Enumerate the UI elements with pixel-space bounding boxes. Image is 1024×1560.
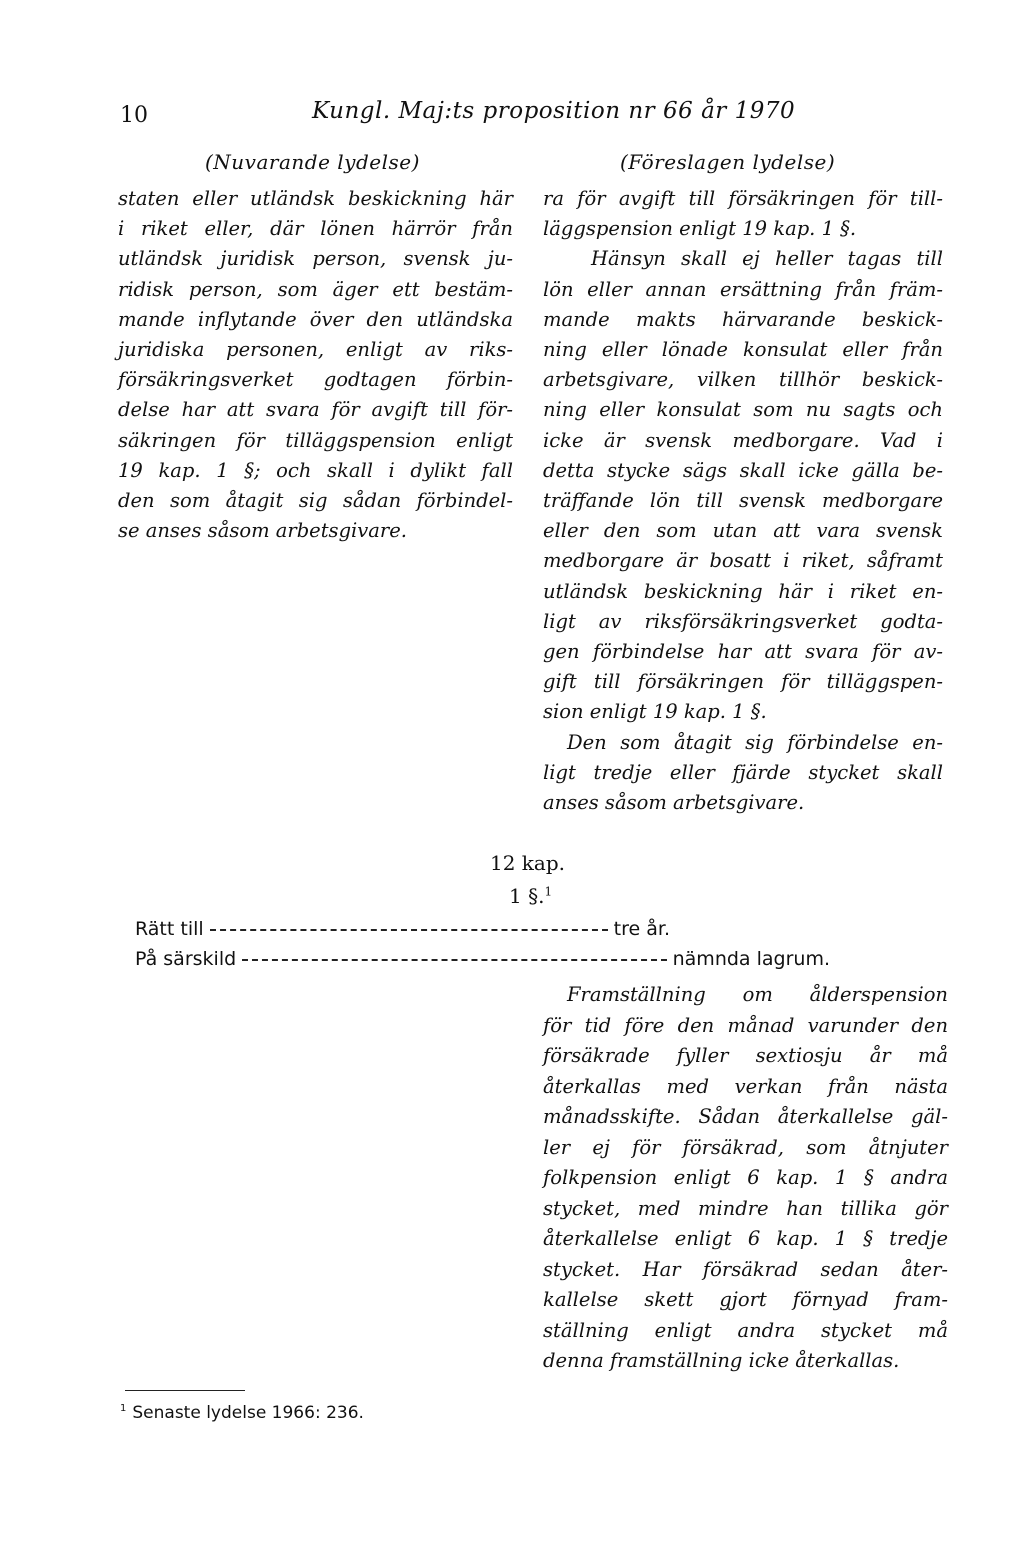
proposed-wording-column (543, 184, 943, 818)
running-title: Kungl. Maj:ts proposition nr 66 år 1970 (312, 98, 796, 124)
text-line: återkallelse enligt 6 kap. 1 § tredje (543, 1227, 948, 1250)
elision-end-text: nämnda lagrum. (672, 948, 830, 970)
text-line: kallelse skett gjort förnyad fram- (543, 1288, 948, 1311)
text-line: delse har att svara för avgift till för- (118, 398, 513, 422)
text-line: i riket eller, där lönen härrör från (118, 217, 513, 241)
text-line: den som åtagit sig sådan förbindel- (118, 489, 513, 513)
elision-start-text: På särskild (135, 948, 237, 970)
text-line: denna framställning icke återkallas. (543, 1349, 900, 1372)
current-wording-heading: (Nuvarande lydelse) (205, 150, 420, 174)
elision-end-text: tre år. (613, 918, 670, 940)
text-line: gen förbindelse har att svara för av- (543, 640, 943, 664)
text-line: stycket, med mindre han tillika gör (543, 1196, 948, 1220)
text-line: 19 kap. 1 §; och skall i dylikt fall (118, 458, 513, 482)
text-line: lön eller annan ersättning från främ- (543, 277, 943, 301)
text-line: ställning enligt andra stycket må (543, 1318, 948, 1342)
footnote-reference: 1 (544, 884, 553, 899)
text-line: månadsskifte. Sådan återkallelse gäl- (543, 1105, 948, 1128)
text-line: ra för avgift till försäkringen för till- (543, 187, 943, 210)
text-line: icke är svensk medborgare. Vad i (543, 428, 943, 452)
elision-dashes (242, 959, 666, 961)
text-line: anses såsom arbetsgivare. (543, 791, 805, 815)
elision-start-text: Rätt till (135, 918, 204, 940)
text-line: försäkrade fyller sextiosju år må (543, 1044, 948, 1067)
page-number: 10 (120, 103, 148, 128)
text-line: stycket. Har försäkrad sedan åter- (543, 1257, 948, 1281)
text-line: mande makts härvarande beskick- (543, 307, 943, 331)
chapter-heading: 12 kap. (490, 851, 566, 875)
text-line: ning eller lönade konsulat eller från (543, 338, 943, 362)
text-line: utländsk juridisk person, svensk ju- (118, 247, 513, 271)
text-line: juridiska personen, enligt av riks- (118, 338, 513, 362)
text-line: se anses såsom arbetsgivare. (118, 519, 407, 543)
text-line: eller den som utan att vara svensk (543, 519, 943, 543)
text-line: mande inflytande över den utländska (118, 307, 513, 331)
current-wording-column (118, 184, 513, 546)
text-line: ligt tredje eller fjärde stycket skall (543, 760, 943, 784)
text-line: utländsk beskickning här i riket en- (543, 579, 943, 603)
text-line: Framställning om ålderspension (567, 983, 948, 1006)
elision-dashes (210, 929, 608, 931)
footnote (120, 1403, 364, 1423)
text-line: ridisk person, som äger ett bestäm- (118, 277, 513, 301)
new-paragraph-column (543, 980, 948, 1377)
text-line: detta stycke sägs skall icke gälla be- (543, 458, 943, 482)
footnote-text: Senaste lydelse 1966: 236. (132, 1403, 364, 1423)
text-line: återkallas med verkan från nästa (543, 1074, 948, 1098)
text-line: gift till försäkringen för tilläggspen- (543, 670, 943, 694)
text-line: Den som åtagit sig förbindelse en- (567, 730, 943, 754)
text-line: träffande lön till svensk medborgare (543, 489, 943, 513)
text-line: för tid före den månad varunder den (543, 1013, 948, 1037)
text-line: ligt av riksförsäkringsverket godta- (543, 609, 943, 633)
proposed-wording-heading: (Föreslagen lydelse) (620, 150, 836, 174)
text-line: försäkringsverket godtagen förbin- (118, 368, 513, 392)
text-line: ning eller konsulat som nu sagts och (543, 398, 943, 422)
section-heading (509, 884, 552, 908)
text-line: säkringen för tilläggspension enligt (118, 428, 513, 452)
footnote-rule (125, 1390, 245, 1391)
text-line: arbetsgivare, vilken tillhör beskick- (543, 368, 943, 392)
text-line: ler ej för försäkrad, som åtnjuter (543, 1135, 948, 1159)
text-line: folkpension enligt 6 kap. 1 § andra (543, 1166, 948, 1189)
footnote-mark: 1 (120, 1403, 127, 1415)
text-line: medborgare är bosatt i riket, såframt (543, 549, 943, 573)
elided-paragraph (135, 948, 830, 970)
text-line: läggspension enligt 19 kap. 1 §. (543, 217, 857, 241)
text-line: Hänsyn skall ej heller tagas till (591, 247, 943, 271)
text-line: staten eller utländsk beskickning här (118, 187, 513, 210)
elided-paragraph (135, 918, 670, 940)
text-line: sion enligt 19 kap. 1 §. (543, 700, 767, 724)
section-label: 1 §. (509, 884, 545, 908)
